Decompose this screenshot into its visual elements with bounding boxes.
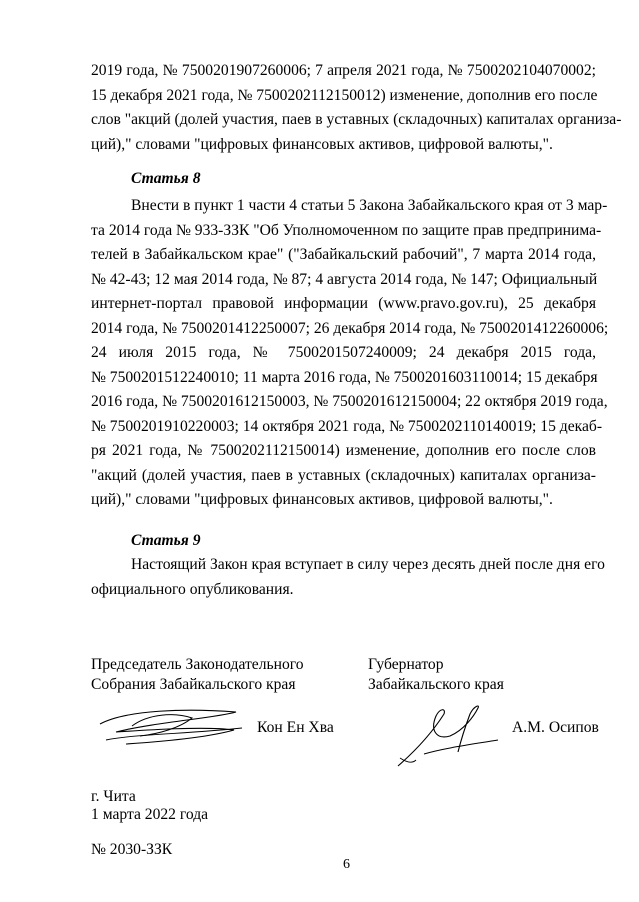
text-line: 15 декабря 2021 года, № 7500202112150012) изменение, дополнив его после	[91, 86, 598, 104]
text-line: 2014 года, № 7500201412250007; 26 декабря 2014 года, № 7500201412260006;	[91, 319, 609, 337]
text-line: 2019 года, № 7500201907260006; 7 апреля 2021 года, № 7500202104070002;	[91, 62, 596, 79]
place-of-signing: г. Чита	[91, 788, 136, 805]
text-line: № 7500201910220003; 14 октября 2021 года, № 7500202110140019; 15 декаб-	[91, 417, 603, 435]
article-8-body	[91, 194, 609, 513]
text-line: ций)," словами "цифровых финансовых активов, цифровой валюты,".	[91, 491, 553, 508]
right-signatory-name: А.М. Осипов	[512, 719, 599, 736]
right-signatory-title-1: Губернатор	[368, 656, 444, 673]
text-line: ций)," словами "цифровых финансовых активов, цифровой валюты,".	[91, 135, 553, 153]
text-line: официального опубликования.	[91, 580, 294, 598]
text-line: интернет-портал правовой информации (www.pravo.gov.ru), 25 декабря	[91, 295, 596, 312]
text-line: № 7500201512240010; 11 марта 2016 года, № 7500201603110014; 15 декабря	[91, 368, 598, 386]
text-line: слов "акций (долей участия, паев в уставных (складочных) капиталах организа-	[91, 111, 622, 128]
text-line: телей в Забайкальском крае" ("Забайкальский рабочий", 7 марта 2014 года,	[91, 246, 596, 263]
right-signatory-title-2: Забайкальского края	[368, 676, 504, 693]
left-signatory-title-2: Собрания Забайкальского края	[91, 676, 296, 693]
text-line: 24 июля 2015 года, № 7500201507240009; 24 декабря 2015 года,	[91, 344, 596, 361]
text-line: 2016 года, № 7500201612150003, № 7500201612150004; 22 октября 2019 года,	[91, 393, 608, 410]
left-signatory-name: Кон Ен Хва	[257, 719, 334, 736]
text-line: Настоящий Закон края вступает в силу через десять дней после дня его	[131, 556, 605, 573]
signing-date: 1 марта 2022 года	[91, 806, 209, 823]
article-9-body	[91, 553, 605, 602]
law-number: № 2030-ЗЗК	[91, 841, 173, 858]
article-9-heading: Статья 9	[131, 532, 201, 549]
text-line: Внести в пункт 1 части 4 статьи 5 Закона Забайкальского края от 3 мар-	[131, 197, 608, 214]
left-signatory-title-1: Председатель Законодательного	[91, 656, 304, 673]
text-line: та 2014 года № 933-ЗЗК "Об Уполномоченном по защите прав предпринима-	[91, 221, 602, 239]
article-8-heading: Статья 8	[131, 170, 201, 187]
text-line: "акций (долей участия, паев в уставных (складочных) капиталах организа-	[91, 466, 596, 484]
right-signature	[394, 700, 504, 770]
text-line: ря 2021 года, № 7500202112150014) изменение, дополнив его после слов	[91, 442, 596, 459]
top-paragraph	[91, 59, 622, 157]
text-line: № 42-43; 12 мая 2014 года, № 87; 4 августа 2014 года, № 147; Официальный	[91, 270, 598, 288]
left-signature	[96, 704, 248, 750]
page-number: 6	[343, 857, 350, 872]
